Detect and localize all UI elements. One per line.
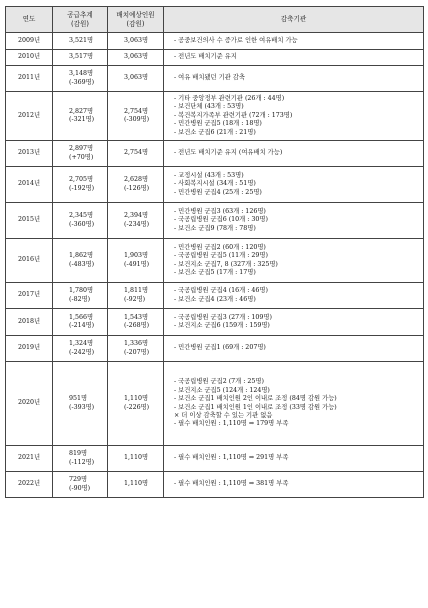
supply-value: (-483명) (69, 260, 95, 268)
placement-value: 3,063명 (124, 36, 149, 44)
placement-cell (108, 167, 164, 203)
supply-value: (-112명) (69, 458, 95, 466)
agency-cell (164, 446, 424, 472)
supply-cell (53, 203, 108, 239)
supply-value: 1,862명 (69, 252, 94, 260)
supply-value: 2,345명 (69, 212, 94, 220)
table-row (6, 336, 424, 362)
agency-cell (164, 167, 424, 203)
supply-value: (-321명) (69, 116, 95, 123)
table-row (6, 362, 424, 446)
placement-value: 1,336명 (124, 340, 149, 348)
year-cell: 2022년 (6, 472, 53, 498)
supply-value: (-369명) (69, 78, 95, 86)
placement-value: 1,903명 (124, 252, 149, 260)
agency-cell (164, 50, 424, 66)
agency-line: × 더 이상 감축할 수 있는 기관 없음 (174, 411, 273, 419)
agency-line: - 교정시설 (43개 : 53명) (174, 171, 244, 179)
year-cell: 2010년 (6, 50, 53, 66)
supply-value: 3,517명 (69, 53, 94, 61)
supply-value: 819명 (69, 450, 88, 458)
agency-cell (164, 33, 424, 50)
agency-line: - 사회복지시설 (34개 : 51명) (174, 180, 256, 188)
supply-cell (53, 141, 108, 167)
document-page (5, 6, 423, 498)
placement-value: 2,754명 (124, 149, 149, 157)
table-row (6, 309, 424, 336)
placement-cell (108, 239, 164, 283)
agency-line: - 보건지소 군집6 (159개 : 159명) (174, 322, 270, 329)
year-cell: 2015년 (6, 203, 53, 239)
supply-cell (53, 309, 108, 336)
agency-line: - 보건소 군집9 (78개 : 78명) (174, 224, 256, 232)
agency-cell (164, 336, 424, 362)
agency-line: - 민간병원 군집5 (18개 : 18명) (174, 120, 262, 128)
supply-value: 3,521명 (69, 36, 94, 44)
year-cell: 2016년 (6, 239, 53, 283)
year-cell: 2011년 (6, 66, 53, 92)
supply-value: 951명 (69, 395, 88, 403)
year-cell: 2017년 (6, 283, 53, 309)
supply-value: (-360명) (69, 220, 95, 228)
supply-value: (-192명) (69, 184, 95, 192)
agency-cell (164, 239, 424, 283)
table-row (6, 141, 424, 167)
placement-value: 1,543명 (124, 313, 149, 321)
placement-value: (-207명) (124, 348, 150, 356)
supply-value: 1,566명 (69, 313, 94, 321)
supply-value: (-393명) (69, 403, 95, 411)
year-cell: 2020년 (6, 362, 53, 446)
supply-value: 2,827명 (69, 107, 94, 115)
supply-cell (53, 92, 108, 141)
agency-line: - 국공립병원 군집3 (27개 : 109명) (174, 313, 272, 321)
agency-line: - 복건복지가족부 관련기관 (72개 : 173명) (174, 111, 293, 119)
agency-line: - 필수 배치인원 : 1,110명 ⇒ 291명 부족 (174, 454, 289, 462)
placement-value: (-309명) (124, 116, 150, 123)
agency-cell (164, 472, 424, 498)
year-cell: 2012년 (6, 92, 53, 141)
agency-cell (164, 92, 424, 141)
supply-value: (-90명) (69, 484, 91, 492)
agency-cell (164, 283, 424, 309)
agency-cell (164, 203, 424, 239)
placement-value: (-234명) (124, 220, 150, 228)
supply-cell (53, 239, 108, 283)
supply-cell (53, 33, 108, 50)
placement-value: 1,811명 (124, 287, 149, 295)
agency-line: - 보건소 군집6 (21개 : 21명) (174, 128, 256, 136)
supply-value: 2,705명 (69, 176, 94, 184)
agency-line: - 공중보건의사 수 증가로 인한 여유배치 가능 (174, 36, 298, 44)
agency-line: - 보건단체 (43개 : 53명) (174, 103, 244, 111)
agency-line: - 전년도 배치기준 유지 (여유배치 가능) (174, 149, 283, 157)
placement-value: 2,394명 (124, 212, 149, 220)
supply-cell (53, 336, 108, 362)
agency-line: - 보건소 군집4 (23개 : 46명) (174, 295, 256, 303)
supply-cell (53, 167, 108, 203)
agency-line: - 필수 배치인원 : 1,110명 ⇒ 179명 부족 (174, 420, 289, 428)
agency-line: - 민간병원 군집4 (25개 : 25명) (174, 188, 262, 196)
table-row (6, 283, 424, 309)
table-row (6, 203, 424, 239)
supply-value: (-214명) (69, 322, 95, 329)
supply-cell (53, 50, 108, 66)
supply-value: 3,148명 (69, 70, 94, 78)
placement-value: 1,110명 (124, 395, 149, 403)
supply-cell (53, 362, 108, 446)
supply-value: 1,780명 (69, 287, 94, 295)
placement-cell (108, 33, 164, 50)
placement-value: 1,110명 (124, 454, 149, 462)
placement-cell (108, 141, 164, 167)
agency-line: - 보건소 군집1 배치인원 1인 이내로 조정 (33명 감원 가능) (174, 403, 337, 411)
agency-cell (164, 309, 424, 336)
year-cell: 2013년 (6, 141, 53, 167)
placement-value: (-92명) (124, 295, 146, 303)
placement-value: (-491명) (124, 260, 150, 268)
supply-cell (53, 283, 108, 309)
placement-value: 2,628명 (124, 176, 149, 184)
agency-line: - 보건지소 군집7, 8 (327개 : 325명) (174, 260, 278, 268)
supply-value: 2,897명 (69, 145, 94, 153)
placement-cell (108, 472, 164, 498)
table-row (6, 167, 424, 203)
agency-line: - 민간병원 군집3 (63개 : 126명) (174, 207, 266, 215)
placement-value: (-226명) (124, 403, 150, 411)
placement-value: (-268명) (124, 322, 150, 329)
supply-cell (53, 446, 108, 472)
placement-value: (-126명) (124, 184, 150, 192)
year-cell: 2018년 (6, 309, 53, 336)
placement-cell (108, 283, 164, 309)
agency-line: - 보건지소 군집5 (124개 : 124명) (174, 386, 270, 394)
year-cell: 2021년 (6, 446, 53, 472)
placement-cell (108, 92, 164, 141)
agency-line: - 기타 중앙정부 관련기관 (26개 : 44명) (174, 94, 285, 102)
header-supply: 공급추계 (감원) (53, 7, 108, 33)
placement-cell (108, 66, 164, 92)
placement-value: 1,110명 (124, 480, 149, 488)
placement-cell (108, 309, 164, 336)
agency-line: - 민간병원 군집2 (60개 : 120명) (174, 243, 266, 251)
agency-line: - 국공립병원 군집4 (16개 : 46명) (174, 287, 268, 295)
agency-line: - 보건소 군집1 배치인원 2인 이내로 조정 (84명 감원 가능) (174, 395, 337, 403)
agency-line: - 보건소 군집5 (17개 : 17명) (174, 268, 256, 276)
agency-line: - 여유 배치됐던 기관 감축 (174, 74, 245, 82)
supply-value: 729명 (69, 476, 88, 484)
header-agency: 감축기관 (164, 7, 424, 33)
agency-cell (164, 141, 424, 167)
year-cell: 2019년 (6, 336, 53, 362)
agency-line: - 민간병원 군집1 (69개 : 207명) (174, 344, 266, 352)
supply-value: (-82명) (69, 295, 91, 303)
table-row (6, 446, 424, 472)
table-row (6, 239, 424, 283)
supply-value: (-242명) (69, 348, 95, 356)
agency-line: - 국공립병원 군집2 (7개 : 25명) (174, 378, 264, 386)
placement-cell (108, 446, 164, 472)
placement-value: 3,063명 (124, 53, 149, 61)
placement-cell (108, 362, 164, 446)
placement-cell (108, 50, 164, 66)
placement-cell (108, 336, 164, 362)
supply-value: (+70명) (69, 153, 94, 161)
table-header-row (6, 7, 424, 33)
agency-line: - 필수 배치인원 : 1,110명 ⇒ 381명 부족 (174, 480, 289, 488)
officer-placement-table (5, 6, 424, 498)
agency-line: - 국공립병원 군집5 (11개 : 29명) (174, 252, 268, 260)
placement-value: 2,754명 (124, 107, 149, 115)
table-row (6, 472, 424, 498)
supply-cell (53, 66, 108, 92)
agency-cell (164, 362, 424, 446)
placement-value: 3,063명 (124, 74, 149, 82)
header-year: 연도 (6, 7, 53, 33)
agency-line: - 전년도 배치기준 유지 (174, 53, 237, 61)
supply-value: 1,324명 (69, 340, 94, 348)
agency-cell (164, 66, 424, 92)
table-body (6, 33, 424, 498)
table-row (6, 66, 424, 92)
header-placement: 배치예상인원 (감원) (108, 7, 164, 33)
table-row (6, 92, 424, 141)
year-cell: 2009년 (6, 33, 53, 50)
agency-line: - 국공립병원 군집6 (10개 : 30명) (174, 216, 268, 224)
year-cell: 2014년 (6, 167, 53, 203)
table-row (6, 50, 424, 66)
table-row (6, 33, 424, 50)
placement-cell (108, 203, 164, 239)
supply-cell (53, 472, 108, 498)
